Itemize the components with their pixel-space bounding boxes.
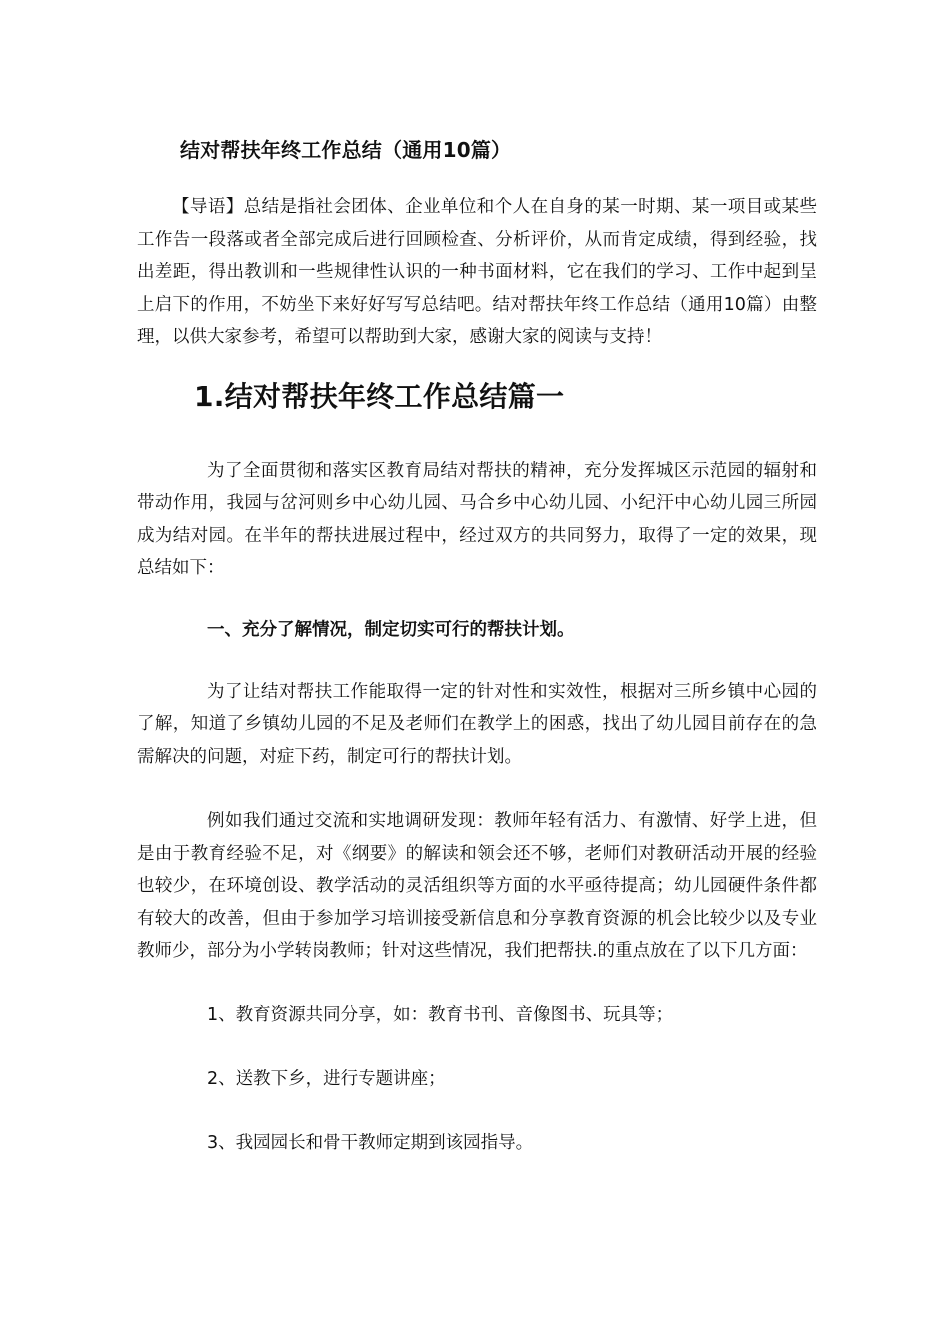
body-paragraph-2: 例如我们通过交流和实地调研发现：教师年轻有活力、有激情、好学上进，但是由于教育经验不足，对《纲要》的解读和领会还不够，老师们对教研活动开展的经验也较少，在环境创设、教学活动的灵活组织等方面的水平亟待提高；幼儿园硬件条件都有较大的改善，但由于参加学习培训接受新信息和分享教育资源的机会比较少以及专业教师少，部分为小学转岗教师；针对这些情况，我们把帮扶.的重点放在了以下几方面： [137, 811, 817, 961]
document-title: 结对帮扶年终工作总结（通用10篇） [180, 138, 512, 162]
intro-paragraph: 【导语】总结是指社会团体、企业单位和个人在自身的某一时期、某一项目或某些工作告一段落或者全部完成后进行回顾检查、分析评价，从而肯定成绩，得到经验，找出差距，得出教训和一些规律性认识的一种书面材料，它在我们的学习、工作中起到呈上启下的作用，不妨坐下来好好写写总结吧。结对帮扶年终工作总结（通用10篇）由整理，以供大家参考，希望可以帮助到大家，感谢大家的阅读与支持！ [137, 197, 817, 347]
body-paragraph-1: 为了让结对帮扶工作能取得一定的针对性和实效性，根据对三所乡镇中心园的了解，知道了乡镇幼儿园的不足及老师们在教学上的困惑，找出了幼儿园目前存在的急需解决的问题，对症下药，制定可行的帮扶计划。 [137, 681, 817, 767]
list-item: 3、我园园长和骨干教师定期到该园指导。 [207, 1132, 534, 1153]
list-item: 2、送教下乡，进行专题讲座； [207, 1068, 446, 1089]
list-item: 1、教育资源共同分享，如：教育书刊、音像图书、玩具等； [207, 1004, 674, 1025]
document-content [137, 136, 817, 1159]
sub-heading: 一、充分了解情况，制定切实可行的帮扶计划。 [207, 619, 575, 640]
section-intro-paragraph: 为了全面贯彻和落实区教育局结对帮扶的精神，充分发挥城区示范园的辐射和带动作用，我园与岔河则乡中心幼儿园、马合乡中心幼儿园、小纪汗中心幼儿园三所园成为结对园。在半年的帮扶进展过程中，经过双方的共同努力，取得了一定的效果，现总结如下： [137, 460, 817, 578]
section-heading: 1.结对帮扶年终工作总结篇一 [194, 379, 565, 413]
